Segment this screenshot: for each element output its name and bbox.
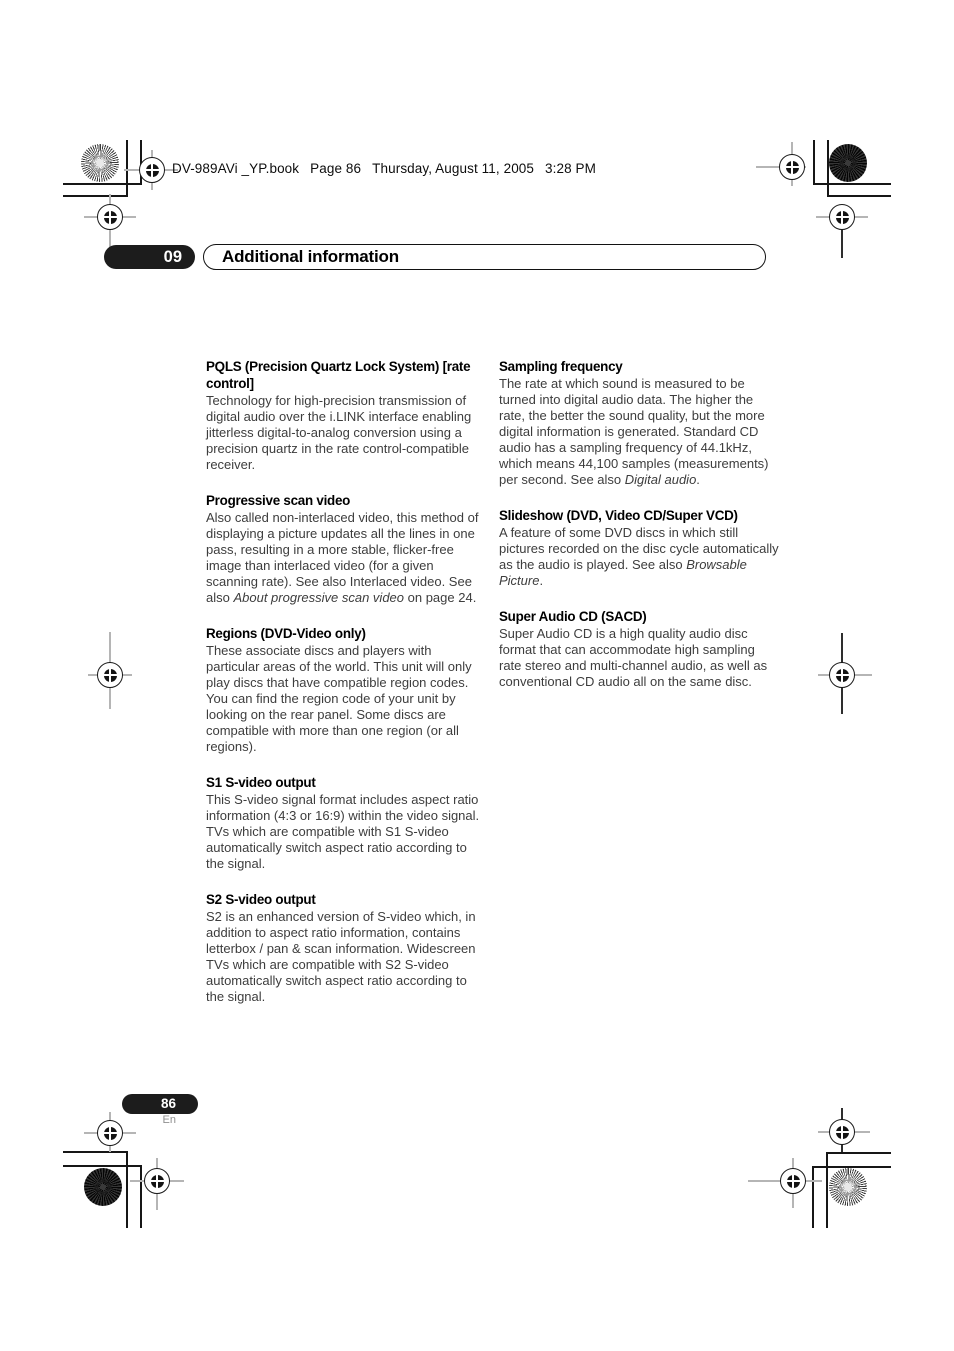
chapter-title-box bbox=[203, 244, 766, 270]
glossary-definition: Also called non-interlaced video, this method of displaying a picture updates all the lines in one pass, resulting in a more stable, flicker-free image than interlaced video (for a given scanning rate). See also Interlaced video. See also About progressive scan video on page 24. bbox=[206, 510, 479, 605]
glossary-term: Regions (DVD-Video only) bbox=[206, 626, 366, 641]
chapter-number-badge bbox=[104, 245, 195, 269]
registration-mark-icon bbox=[144, 1168, 170, 1194]
registration-mark-icon bbox=[829, 204, 855, 230]
glossary-entry bbox=[206, 774, 482, 872]
registration-mark-icon bbox=[139, 157, 165, 183]
glossary-term: Sampling frequency bbox=[499, 359, 623, 374]
glossary-definition: Technology for high-precision transmission of digital audio over the i.LINK interface enabling jitterless digital-to-analog conversion using a precision quartz in the rate control-compatible receiver. bbox=[206, 393, 472, 472]
page-number-badge bbox=[122, 1094, 198, 1114]
crop-mark-line bbox=[813, 183, 891, 185]
glossary-term: S1 S-video output bbox=[206, 775, 316, 790]
glossary-term: Slideshow (DVD, Video CD/Super VCD) bbox=[499, 508, 738, 523]
halftone-dark-icon bbox=[829, 144, 867, 182]
glossary-term: Progressive scan video bbox=[206, 493, 351, 508]
header-file-name: DV-989AVi _YP.book bbox=[172, 161, 300, 176]
glossary-term: Super Audio CD (SACD) bbox=[499, 609, 647, 624]
glossary-entry bbox=[499, 358, 779, 488]
glossary-entry bbox=[206, 625, 482, 755]
registration-mark-icon bbox=[97, 204, 123, 230]
registration-mark-icon bbox=[97, 662, 123, 688]
glossary-entry bbox=[499, 608, 779, 690]
registration-mark-icon bbox=[97, 1120, 123, 1146]
glossary-definition: A feature of some DVD discs in which still pictures recorded on the disc cycle automatically as the audio is played. See also Browsable Picture. bbox=[499, 525, 779, 588]
crop-mark-line bbox=[63, 1151, 128, 1153]
glossary-column-right bbox=[499, 358, 779, 709]
header-date: Thursday, August 11, 2005 bbox=[372, 161, 535, 176]
halftone-starburst-icon bbox=[829, 1168, 867, 1206]
glossary-entry bbox=[206, 358, 482, 473]
crop-mark-line bbox=[813, 140, 815, 185]
header-page-ref: Page 86 bbox=[310, 161, 362, 176]
crop-mark-line bbox=[140, 1165, 142, 1228]
glossary-term: S2 S-video output bbox=[206, 892, 316, 907]
glossary-entry bbox=[206, 891, 482, 1005]
glossary-term: PQLS (Precision Quartz Lock System) [rate control] bbox=[206, 359, 471, 391]
glossary-definition: Super Audio CD is a high quality audio disc format that can accommodate high sampling rate stereo and multi-channel audio, as well as conventional CD audio all on the same disc. bbox=[499, 626, 768, 689]
header-time: 3:28 PM bbox=[545, 161, 596, 176]
halftone-starburst-icon bbox=[81, 144, 119, 182]
glossary-entry bbox=[206, 492, 482, 606]
crop-mark-line bbox=[812, 1166, 814, 1228]
glossary-entry bbox=[499, 507, 779, 589]
glossary-definition: This S-video signal format includes aspect ratio information (4:3 or 16:9) within the video signal. TVs which are compatible with S1 S-video automatically switch aspect ratio according to the signal. bbox=[206, 792, 480, 871]
glossary-column-left bbox=[206, 358, 482, 1024]
page-number: 86 bbox=[160, 1096, 176, 1111]
glossary-definition: These associate discs and players with particular areas of the world. This unit will only play discs that have compatible region codes. You can find the region code of your unit by looking on the rear panel. Some discs are compatible with more than one region (or all regions). bbox=[206, 643, 472, 754]
halftone-dark-icon bbox=[84, 1168, 122, 1206]
crop-mark-line bbox=[826, 1152, 828, 1228]
crop-mark-line bbox=[63, 183, 142, 185]
glossary-definition: S2 is an enhanced version of S-video which, in addition to aspect ratio information, contains letterbox / pan & scan information. Widescreen TVs which are compatible with S2 S-video automatically switch aspect ratio according to the signal. bbox=[206, 909, 476, 1004]
registration-mark-icon bbox=[779, 154, 805, 180]
registration-mark-icon bbox=[829, 662, 855, 688]
document-header bbox=[172, 161, 596, 176]
crop-mark-line bbox=[126, 1151, 128, 1228]
registration-mark-icon bbox=[780, 1168, 806, 1194]
chapter-number: 09 bbox=[163, 248, 182, 266]
crop-mark-line bbox=[63, 1165, 142, 1167]
page-title: Additional information bbox=[222, 247, 399, 266]
crop-mark-line bbox=[63, 195, 128, 197]
glossary-definition: The rate at which sound is measured to be turned into digital audio data. The higher the rate, the better the sound quality, but the more digital information is generated. Standard CD audio has a sampling frequency of 44.1kHz, which means 44,100 samples (measurements) per second. See also Digital audio. bbox=[499, 376, 769, 487]
crop-mark-line bbox=[827, 140, 829, 197]
page-language: En bbox=[162, 1114, 176, 1126]
registration-mark-icon bbox=[829, 1119, 855, 1145]
crop-mark-line bbox=[826, 1152, 891, 1154]
crop-mark-line bbox=[827, 195, 891, 197]
